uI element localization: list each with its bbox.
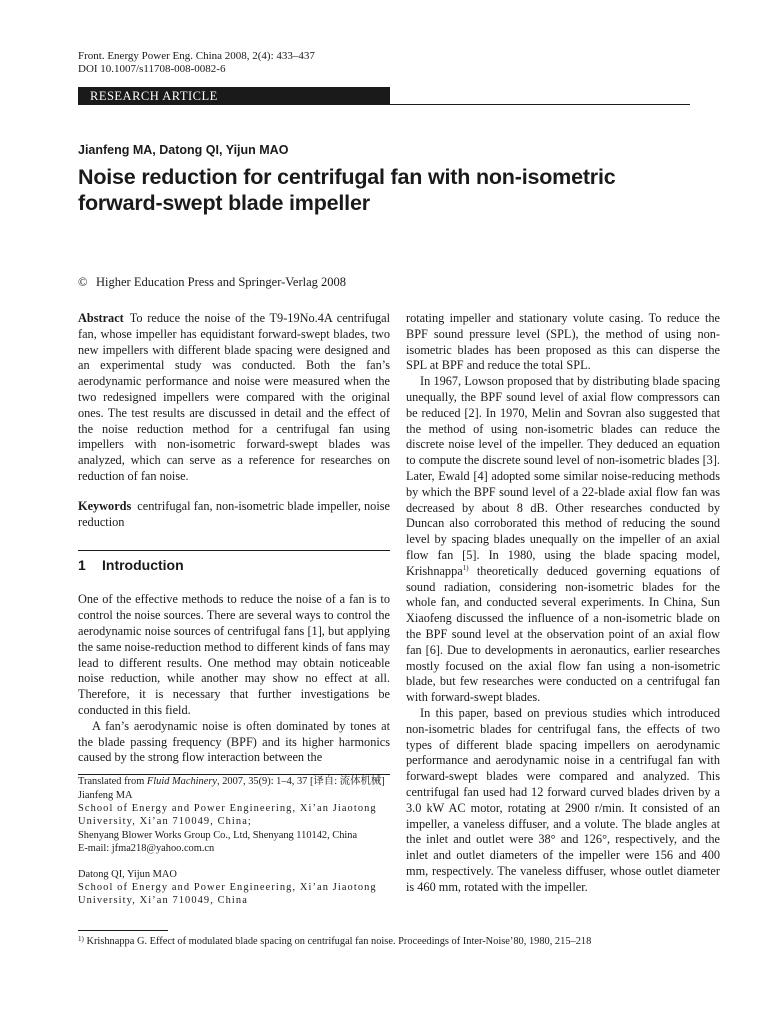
abstract	[78, 311, 390, 485]
keywords	[78, 499, 390, 531]
right-paragraph-1: rotating impeller and stationary volute casing. To reduce the BPF sound pressure level (SPL), the method of using non-isometric blades has been proposed as this can disperse the SPL at BPF and reduce the total SPL.	[406, 311, 720, 373]
doi: DOI 10.1007/s11708-008-0082-6	[78, 63, 226, 75]
right-paragraph-2: In 1967, Lowson proposed that by distributing blade spacing unequally, the BPF sound level of axial flow compressors can be reduced [2]. In 1970, Melin and Sovran also suggested that the method of using non-isometric blades can reduce the discrete noise level of the impeller. They deduced an equation to compute the discrete sound level of non-isometric blades [3]. Later, Ewald [4] adopted some similar noise-reducing methods by which the BPF sound level of a 22-blade axial flow fan was decreased by about 8 dB. Other researches conducted by Duncan also corroborated this method of reducing the sound level by spacing blades unequally on the impeller of an axial flow fan [5]. In 1980, using the blade spacing model, Krishnappa$^{1)}$ theoretically deduced governing equations of sound radiation, considering non-isometric blades for the whole fan, and conducted several experiments. In China, Sun Xiaofeng discussed the influence of a non-isometric blade on the BPF sound level at the observation point of an axial flow fan [6]. Due to developments in aeronautics, earlier researches mostly focused on the axial flow fan using a non-isometric blade, but few researches were conducted on a centrifugal fan with forward-swept blades.	[406, 374, 720, 705]
article-type-band: RESEARCH ARTICLE	[78, 87, 390, 105]
bottom-footnote-text: Krishnappa G. Effect of modulated blade spacing on centrifugal fan noise. Proceedings of Inter-Noise’80, 1980, 215–218	[83, 936, 592, 947]
bottom-footnote-rule	[78, 930, 168, 931]
journal-reference	[78, 50, 315, 76]
author1-affiliation: School of Energy and Power Engineering, Xi’an Jiaotong University, Xi’an 710049, China;	[78, 802, 377, 828]
author1-email: E-mail: jfma218@yahoo.com.cn	[78, 843, 215, 855]
journal-citation: Front. Energy Power Eng. China 2008, 2(4): 433–437	[78, 50, 315, 62]
section-heading	[78, 556, 390, 574]
translation-note: Translated from Fluid Machinery, 2007, 35(9): 1–4, 37 [译自: 流体机械]	[78, 776, 385, 788]
intro-paragraph-2: A fan’s aerodynamic noise is often dominated by tones at the blade passing frequency (BPF) and its higher harmonics caused by the strong flow interaction between the	[78, 718, 390, 765]
section-divider	[78, 550, 390, 551]
author2-affiliation: School of Energy and Power Engineering, Xi’an Jiaotong University, Xi’an 710049, China	[78, 881, 377, 907]
keywords-text: centrifugal fan, non-isometric blade impeller, noise reduction	[78, 498, 390, 529]
copyright-text: Higher Education Press and Springer-Verlag 2008	[96, 275, 347, 289]
paper-title: Noise reduction for centrifugal fan with non-isometric forward-swept blade impeller	[78, 165, 616, 215]
abstract-label: Abstract	[78, 311, 124, 325]
section-number: 1	[78, 557, 86, 574]
copyright-icon: ©	[78, 275, 88, 289]
header-rule	[390, 104, 690, 105]
footnote-block	[78, 775, 390, 908]
footnote-spacer	[78, 856, 390, 868]
right-paragraph-3: In this paper, based on previous studies which introduced non-isometric blades for centrifugal fans, the effects of two types of different blade spacing impellers on aerodynamic performance and aerodynamic noise in a centrifugal fan with forward-swept blades were compared and analyzed. This centrifugal fan used had 12 forward curved blades driven by a 3.0 kW AC motor, rotating at 2900 r/min. It consisted of an impeller, a vaneless diffuser, and a volute. The blade angles at the inlet and outlet were 38° and 126°, respectively, and the inlet and outlet diameters of the impeller were 156 and 400 mm, respectively. The vaneless diffuser, whose outlet diameter is 460 mm, rotated with the impeller.	[406, 705, 720, 894]
copyright-line	[78, 275, 346, 290]
author2-name: Datong QI, Yijun MAO	[78, 868, 177, 880]
bottom-footnote-marker: 1)	[78, 935, 84, 943]
abstract-text: To reduce the noise of the T9-19No.4A centrifugal fan, whose impeller has equidistant forward-swept blades, two new impellers with different blade spacing were designed and an experimental study was conducted. Both the fan’s aerodynamic performance and noise were measured when the two redesigned impellers were compared with the original ones. The test results are discussed in detail and the effect of the noise reduction method for a centrifugal fan using impellers with non-isometric forward-swept blades was analyzed, which can serve as a reference for researches on reduction of fan noise.	[78, 311, 390, 483]
keywords-label: Keywords	[78, 498, 132, 513]
source-journal: Fluid Machinery	[146, 776, 218, 788]
section-title: Introduction	[102, 557, 184, 574]
right-column	[406, 311, 720, 895]
left-column	[78, 311, 390, 908]
author1-name: Jianfeng MA	[78, 789, 133, 801]
footnote-ref: 1)	[462, 563, 469, 572]
bottom-footnote	[78, 935, 718, 948]
intro-paragraph-1: One of the effective methods to reduce the noise of a fan is to control the noise sources. There are several ways to control the aerodynamic noise sources of centrifugal fans [1], but applying the same noise-reduction method to different kinds of fans may lead to different results. One method may obtain noticeable noise reduction, while another may show no effect at all. Therefore, it is necessary that further investigations be conducted in this field.	[78, 592, 390, 717]
author-list: Jianfeng MA, Datong QI, Yijun MAO	[78, 143, 289, 157]
author1-affiliation-2: Shenyang Blower Works Group Co., Ltd, Shenyang 110142, China	[78, 829, 358, 841]
